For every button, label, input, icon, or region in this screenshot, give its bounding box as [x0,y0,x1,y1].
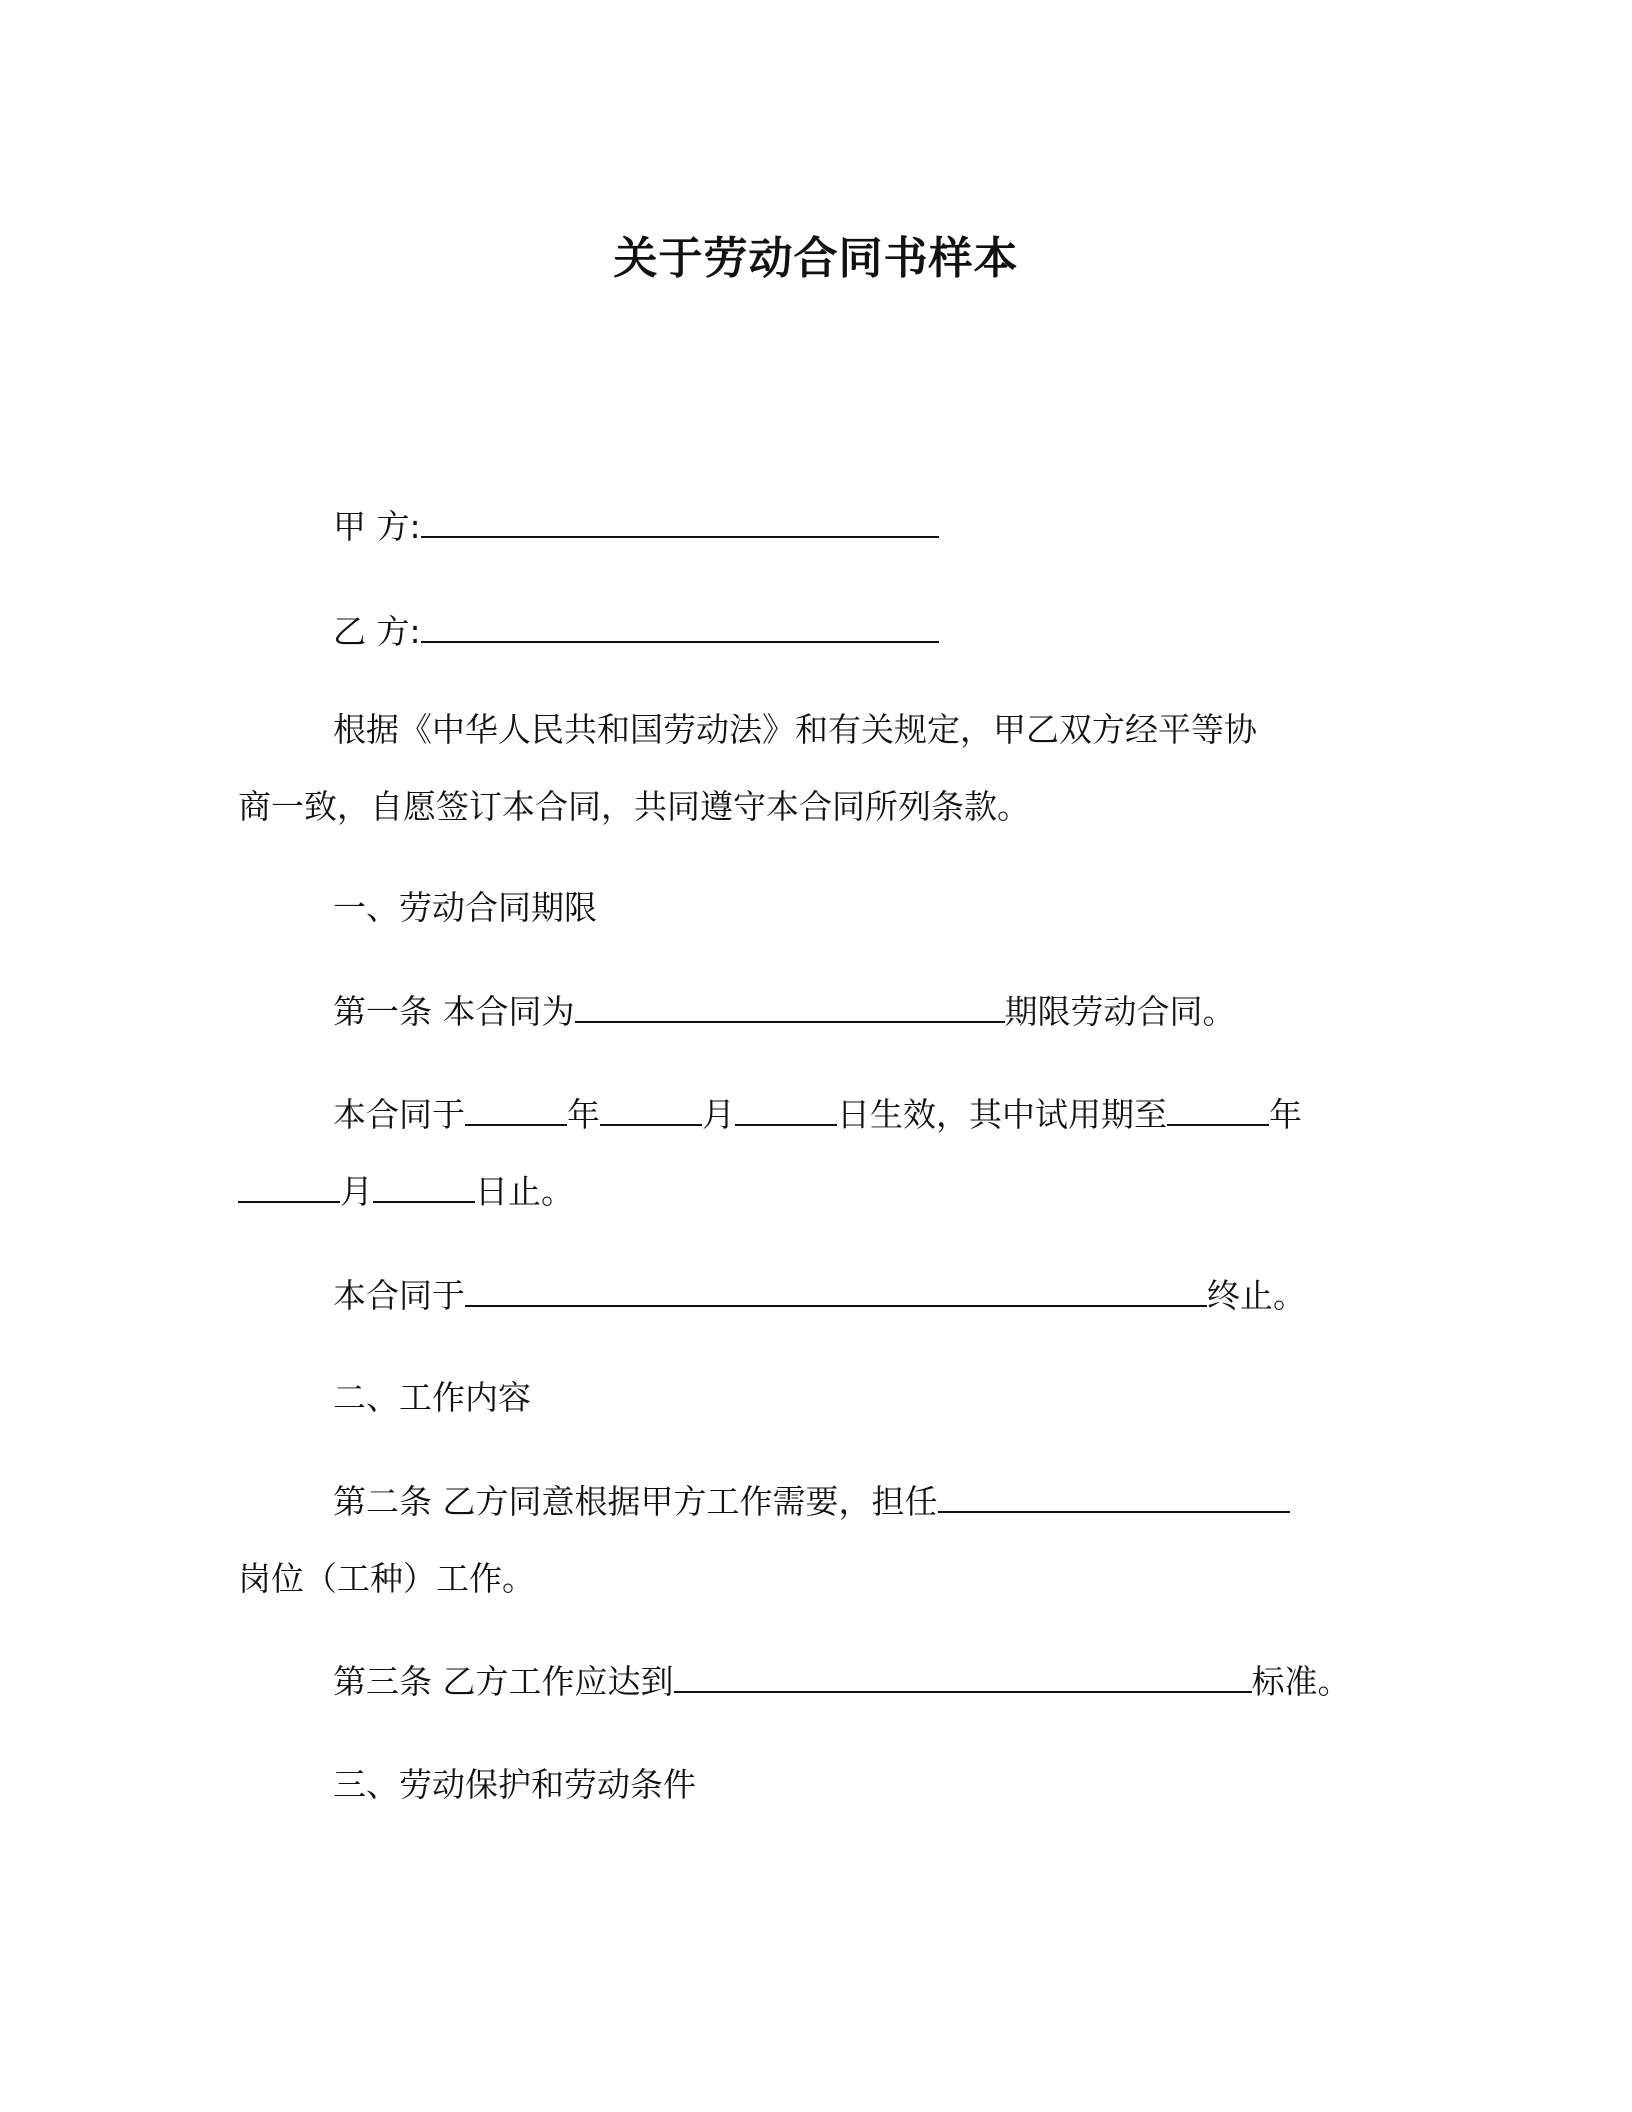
month-label: 月 [702,1095,735,1134]
work-standard-blank[interactable] [674,1661,1252,1693]
probation-year-label: 年 [1269,1095,1302,1134]
article-2-prefix: 第二条 乙方同意根据甲方工作需要，担任 [333,1482,938,1521]
section-2-heading: 二、工作内容 [333,1378,531,1417]
probation-day-blank[interactable] [373,1171,475,1203]
party-b-blank[interactable] [421,611,939,643]
article-2-line-2: 岗位（工种）工作。 [238,1559,535,1598]
party-b-label: 乙 方: [333,612,421,651]
document-title: 关于劳动合同书样本 [613,233,1019,284]
position-blank[interactable] [938,1481,1290,1513]
section-3-heading: 三、劳动保护和劳动条件 [333,1765,696,1804]
article-1-line [333,990,1236,1034]
party-a-line [333,505,939,549]
probation-month-blank[interactable] [238,1171,340,1203]
end-day-text: 日止。 [475,1172,574,1211]
effective-day-text: 日生效，其中试用期至 [837,1095,1167,1134]
effective-date-line-1 [333,1093,1302,1137]
section-1-heading: 一、劳动合同期限 [333,888,597,927]
termination-prefix: 本合同于 [333,1276,465,1315]
effective-month-blank[interactable] [600,1094,702,1126]
effective-date-line-2 [238,1170,574,1214]
party-a-blank[interactable] [421,506,939,538]
termination-suffix: 终止。 [1207,1276,1306,1315]
article-1-prefix: 第一条 本合同为 [333,992,575,1031]
effective-prefix: 本合同于 [333,1095,465,1134]
termination-line [333,1274,1306,1318]
article-3-suffix: 标准。 [1251,1662,1351,1701]
party-b-line [333,610,939,654]
effective-year-blank[interactable] [465,1094,567,1126]
intro-line-1: 根据《中华人民共和国劳动法》和有关规定，甲乙双方经平等协 [333,710,1257,749]
article-1-suffix: 期限劳动合同。 [1004,992,1236,1031]
probation-month-label: 月 [340,1172,373,1211]
intro-line-2: 商一致，自愿签订本合同，共同遵守本合同所列条款。 [238,787,1030,826]
probation-year-blank[interactable] [1167,1094,1269,1126]
effective-day-blank[interactable] [735,1094,837,1126]
year-label: 年 [567,1095,600,1134]
termination-blank[interactable] [465,1275,1207,1307]
article-2-line-1 [333,1480,1290,1524]
party-a-label: 甲 方: [333,507,421,546]
contract-type-blank[interactable] [575,991,1005,1023]
article-3-prefix: 第三条 乙方工作应达到 [333,1662,674,1701]
article-3-line [333,1660,1351,1704]
